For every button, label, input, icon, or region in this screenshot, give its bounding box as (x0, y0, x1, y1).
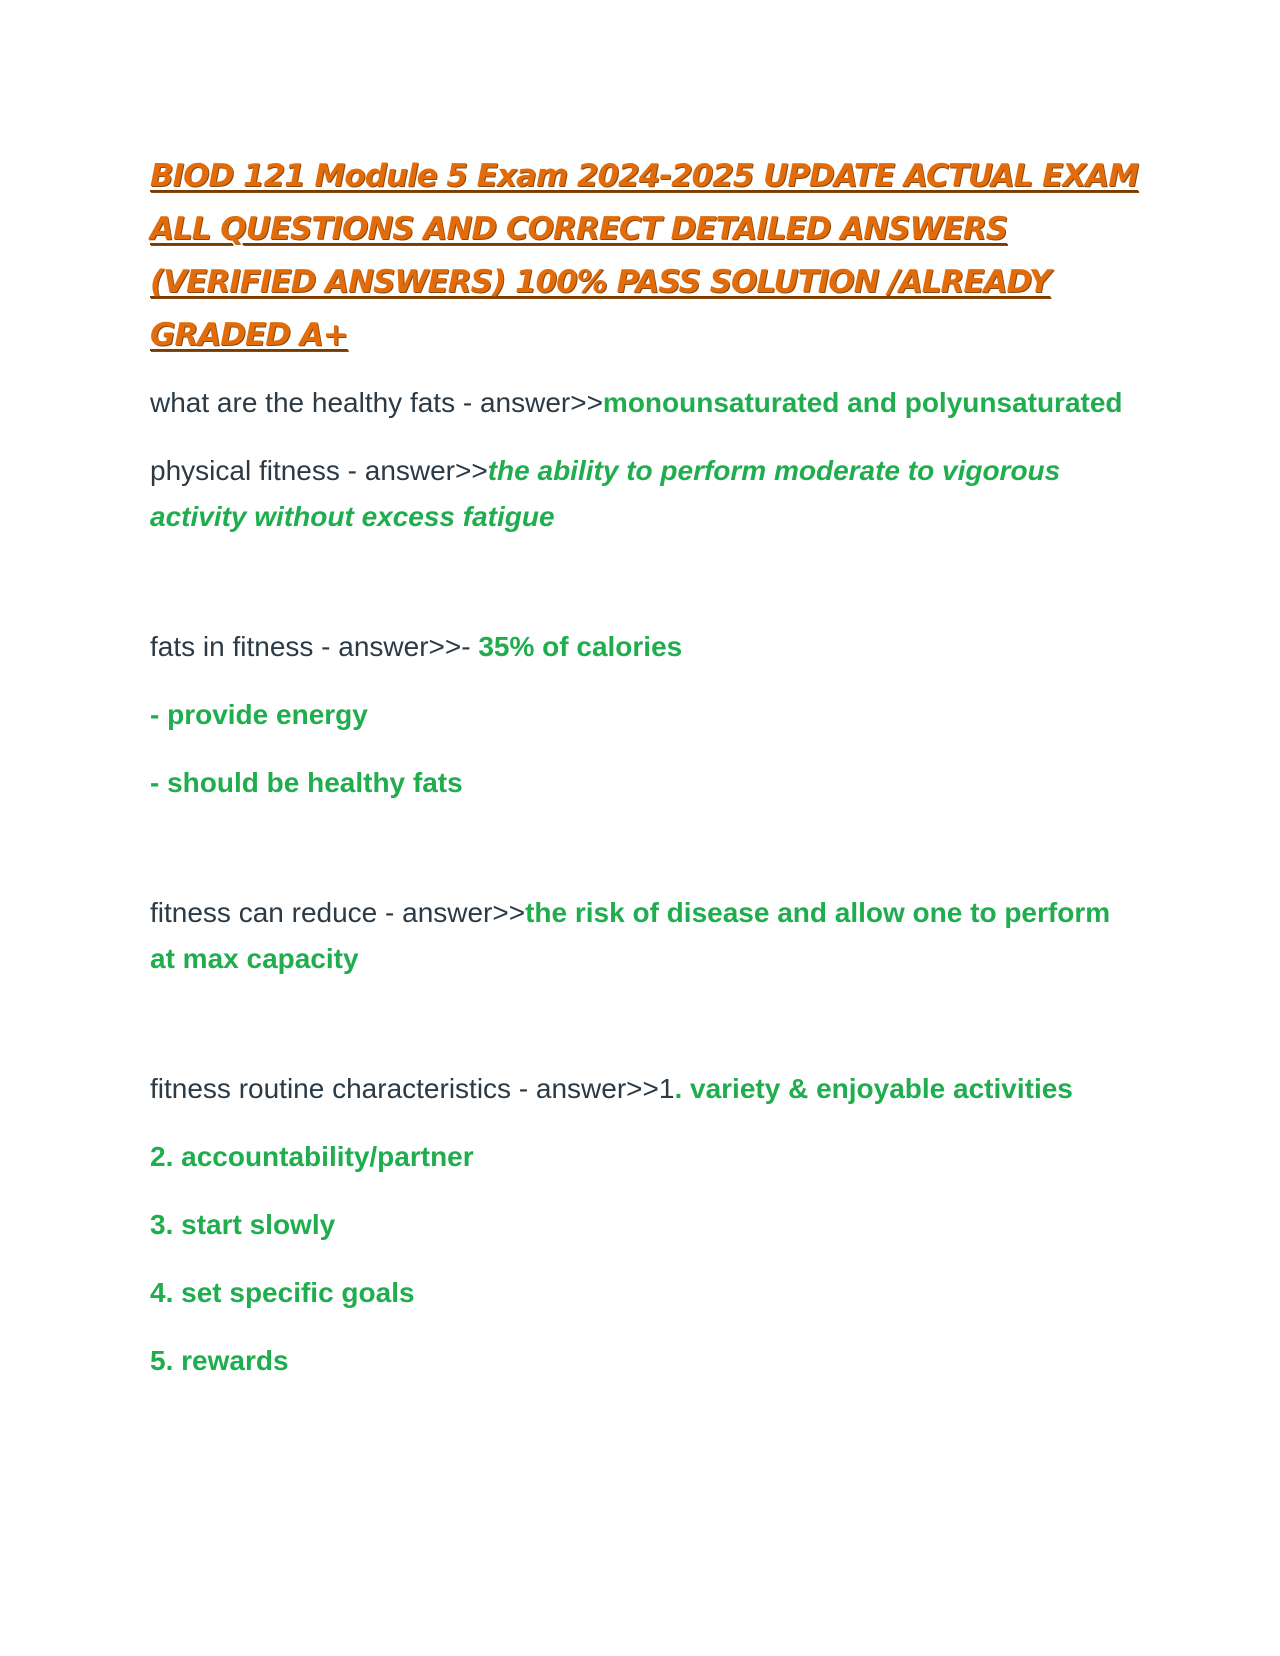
qa-item (150, 1066, 1140, 1112)
qa-item (150, 890, 1140, 982)
document-page (150, 150, 1140, 1384)
answer-line: 2. accountability/partner (150, 1141, 474, 1172)
question-text: fitness can reduce - answer>> (150, 897, 526, 928)
qa-item (150, 624, 1140, 670)
answer-text: . variety & enjoyable activities (674, 1073, 1073, 1104)
answer-line: 3. start slowly (150, 1209, 336, 1240)
question-text: fats in fitness - answer>>- (150, 631, 479, 662)
answer-line: - provide energy (150, 699, 368, 730)
answer-line: 4. set specific goals (150, 1277, 415, 1308)
qa-item (150, 380, 1140, 426)
document-title: BIOD 121 Module 5 Exam 2024-2025 UPDATE ACTUAL EXAM ALL QUESTIONS AND CORRECT DETAILED ANSWERS (VERIFIED ANSWERS) 100% PASS SOLUTION /ALREADY GRADED A+ (150, 158, 1139, 353)
question-text: fitness routine characteristics - answer>>1 (150, 1073, 675, 1104)
qa-item (150, 448, 1140, 540)
question-text: what are the healthy fats - answer>> (150, 387, 603, 418)
answer-text: the risk of disease and allow one to perform at max capacity (150, 897, 1111, 974)
answer-line: 5. rewards (150, 1345, 289, 1376)
answer-text: monounsaturated and polyunsaturated (602, 387, 1123, 418)
question-text: physical fitness - answer>> (150, 455, 488, 486)
answer-text: the ability to perform moderate to vigorous activity without excess fatigue (150, 455, 1061, 532)
answer-text: 35% of calories (478, 631, 683, 662)
answer-line: - should be healthy fats (150, 767, 463, 798)
